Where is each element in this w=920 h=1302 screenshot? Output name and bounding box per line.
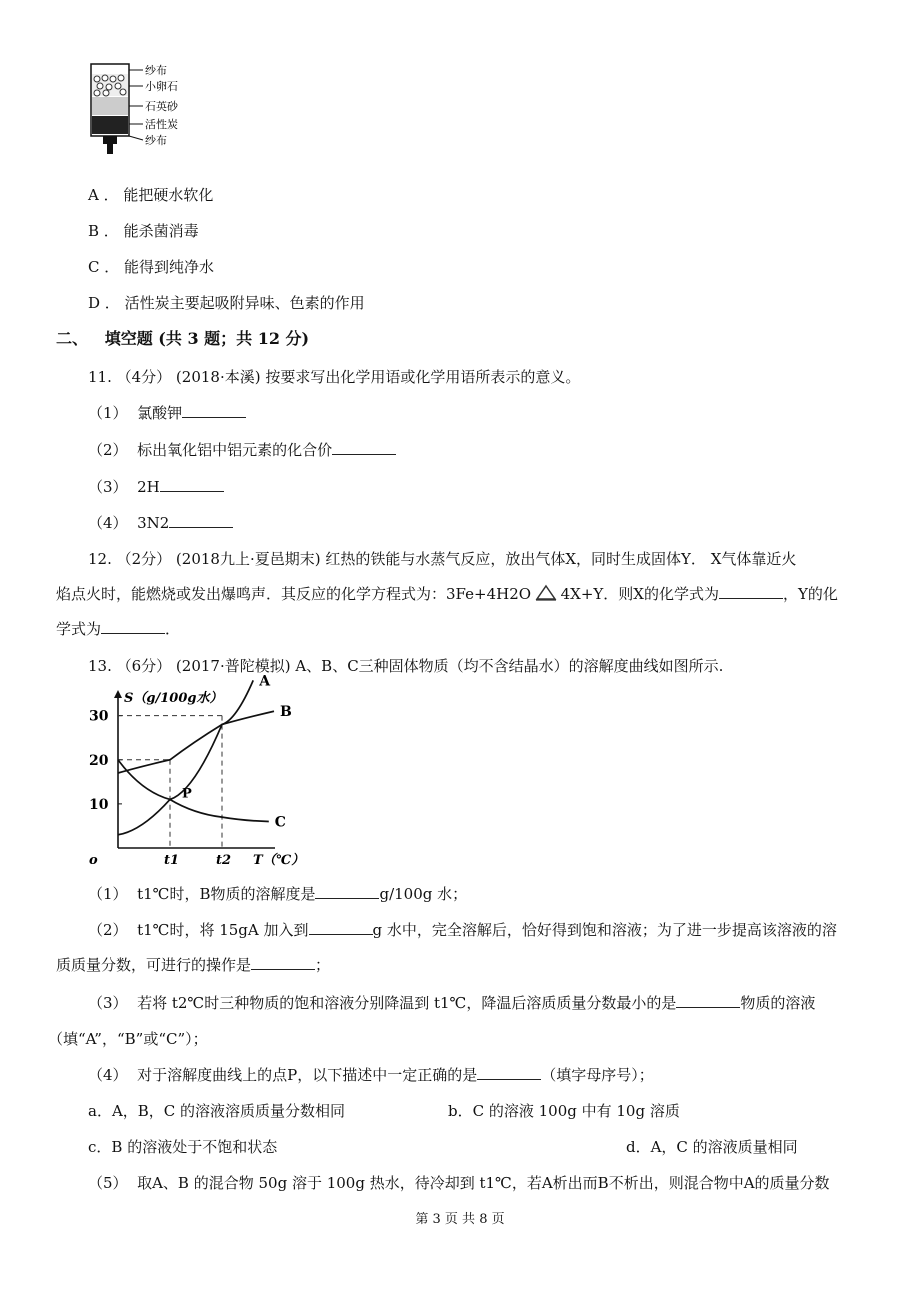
q13-stem: 13. （6分） (2017·普陀模拟) A、B、C三种固体物质（均不含结晶水）的溶解度曲线如图所示. [88,657,724,675]
filter-label-1: 纱布 [145,64,167,77]
series-c-label: C [274,814,286,831]
q11-part-3 [88,477,224,497]
y-axis-arrow [114,690,122,698]
section-heading [56,329,309,349]
answer-blank[interactable] [309,920,373,935]
q11-part-2-text: 标出氧化铝中铝元素的化合价 [137,441,333,459]
q13-part-4-tail: （填字母序号）； [541,1066,654,1084]
answer-blank[interactable] [676,993,740,1008]
option-c-letter: C ． [88,258,120,276]
q12-line-3-text: 学式为 [56,620,102,638]
option-a-text: 能把硬水软化 [123,186,214,204]
filter-label-4: 活性炭 [145,118,178,131]
q13-option-a: a．A，B，C 的溶液溶质质量分数相同 [88,1102,346,1120]
q12-line-3 [56,619,180,639]
q12-equation-left: 焰点火时，能燃烧或发出爆鸣声．其反应的化学方程式为：3Fe+4H2O [56,585,532,603]
chart-svg [85,673,310,872]
point-p-label: P [182,786,192,802]
q13-part-3-cont: （填“A”，“B”或“C”）； [48,1030,208,1048]
q12-line-2 [56,584,838,606]
filter-label-5: 纱布 [145,134,167,147]
option-c [88,257,214,277]
q13-part-3-text: 若将 t2℃时三种物质的饱和溶液分别降温到 t1℃，降温后溶质质量分数最小的是 [137,994,677,1012]
q13-option-d: d．A，C 的溶液质量相同 [626,1138,798,1156]
heat-triangle-icon [536,585,556,606]
option-b-text: 能杀菌消毒 [123,222,199,240]
y-tick-label: 30 [89,708,109,725]
option-a-letter: A ． [88,186,119,204]
filter-label-3: 石英砂 [145,100,178,113]
option-d-text: 活性炭主要起吸附异味、色素的作用 [124,294,365,312]
answer-blank[interactable] [719,584,783,599]
q13-part-2-cont-text: 质质量分数，可进行的操作是 [56,956,252,974]
q11-part-3-text: 2H [137,478,160,496]
option-d-letter: D ． [88,294,120,312]
x-tick-label: t2 [216,853,232,868]
answer-blank[interactable] [169,513,233,528]
answer-blank[interactable] [251,955,315,970]
q13-part-3 [88,993,815,1013]
q13-part-1-text: t1℃时，B物质的溶解度是 [137,885,316,903]
q13-part-1-num: （1） [88,885,128,903]
q13-part-1 [88,884,467,904]
q13-part-5-text: 取A、B 的混合物 50g 溶于 100g 热水，待冷却到 t1℃，若A析出而B不析出，则混合物中A的质量分数 [137,1174,830,1192]
q12-line-2-tail: ，Y的化 [782,585,838,603]
option-b-letter: B ． [88,222,119,240]
q12-line-3-end: ． [165,620,181,638]
series-b-line [118,711,274,773]
q13-part-5 [88,1173,830,1193]
q13-part-3-tail: 物质的溶液 [740,994,816,1012]
option-a [88,185,213,205]
q12-equation-right: 4X+Y．则X的化学式为 [560,585,719,603]
q11-part-2-num: （2） [88,441,128,459]
q11-part-4 [88,513,233,533]
answer-blank[interactable] [160,477,224,492]
q11-part-1 [88,403,246,423]
q13-part-2-cont [56,955,330,975]
filter-label-2: 小卵石 [145,80,178,93]
option-d [88,293,365,313]
section-title: 填空题 (共 3 题；共 12 分) [104,329,310,348]
page-footer: 第 3 页 共 8 页 [415,1212,505,1227]
q11-part-1-num: （1） [88,404,128,422]
q11-part-4-text: 3N2 [137,514,170,532]
option-c-text: 能得到纯净水 [124,258,215,276]
x-axis-label: T（℃） [253,853,305,868]
q12-line-1: 12. （2分） (2018九上·夏邑期末) 红热的铁能与水蒸气反应，放出气体X，同时生成固体Y． X气体靠近火 [88,550,797,568]
answer-blank[interactable] [101,619,165,634]
q13-part-2-end: ； [315,956,331,974]
q13-part-5-num: （5） [88,1174,128,1192]
y-tick-label: 10 [89,796,109,813]
q11-part-2 [88,440,396,460]
q13-option-b: b．C 的溶液 100g 中有 10g 溶质 [448,1102,680,1120]
option-b [88,221,199,241]
series-b-label: B [280,704,292,721]
q13-part-4-num: （4） [88,1066,128,1084]
q11-stem: 11. （4分） (2018·本溪) 按要求写出化学用语或化学用语所表示的意义。 [88,368,581,386]
q13-part-2-num: （2） [88,921,128,939]
q11-part-4-num: （4） [88,514,128,532]
q13-part-2-text: t1℃时，将 15gA 加入到 [137,921,309,939]
q13-part-2-tail: g 水中，完全溶解后，恰好得到饱和溶液；为了进一步提高该溶液的溶 [372,921,837,939]
x-tick-label: t1 [164,853,180,868]
q13-part-4 [88,1065,654,1085]
solubility-chart [85,673,310,872]
answer-blank[interactable] [332,440,396,455]
section-number: 二、 [56,329,89,348]
origin-label: o [89,853,98,868]
answer-blank[interactable] [477,1065,541,1080]
answer-blank[interactable] [315,884,379,899]
q13-option-c: c．B 的溶液处于不饱和状态 [88,1138,278,1156]
series-c-line [118,760,269,822]
q13-part-2 [88,920,837,940]
q13-part-3-num: （3） [88,994,128,1012]
q11-part-3-num: （3） [88,478,128,496]
series-a-label: A [259,673,271,690]
y-axis-label: S（g/100g水） [124,691,223,706]
filter-figure [85,60,205,165]
q11-part-1-text: 氯酸钾 [137,404,183,422]
q13-part-1-unit: g/100g 水； [379,885,468,903]
q13-part-4-text: 对于溶解度曲线上的点P，以下描述中一定正确的是 [137,1066,478,1084]
y-tick-label: 20 [89,752,109,769]
answer-blank[interactable] [182,403,246,418]
